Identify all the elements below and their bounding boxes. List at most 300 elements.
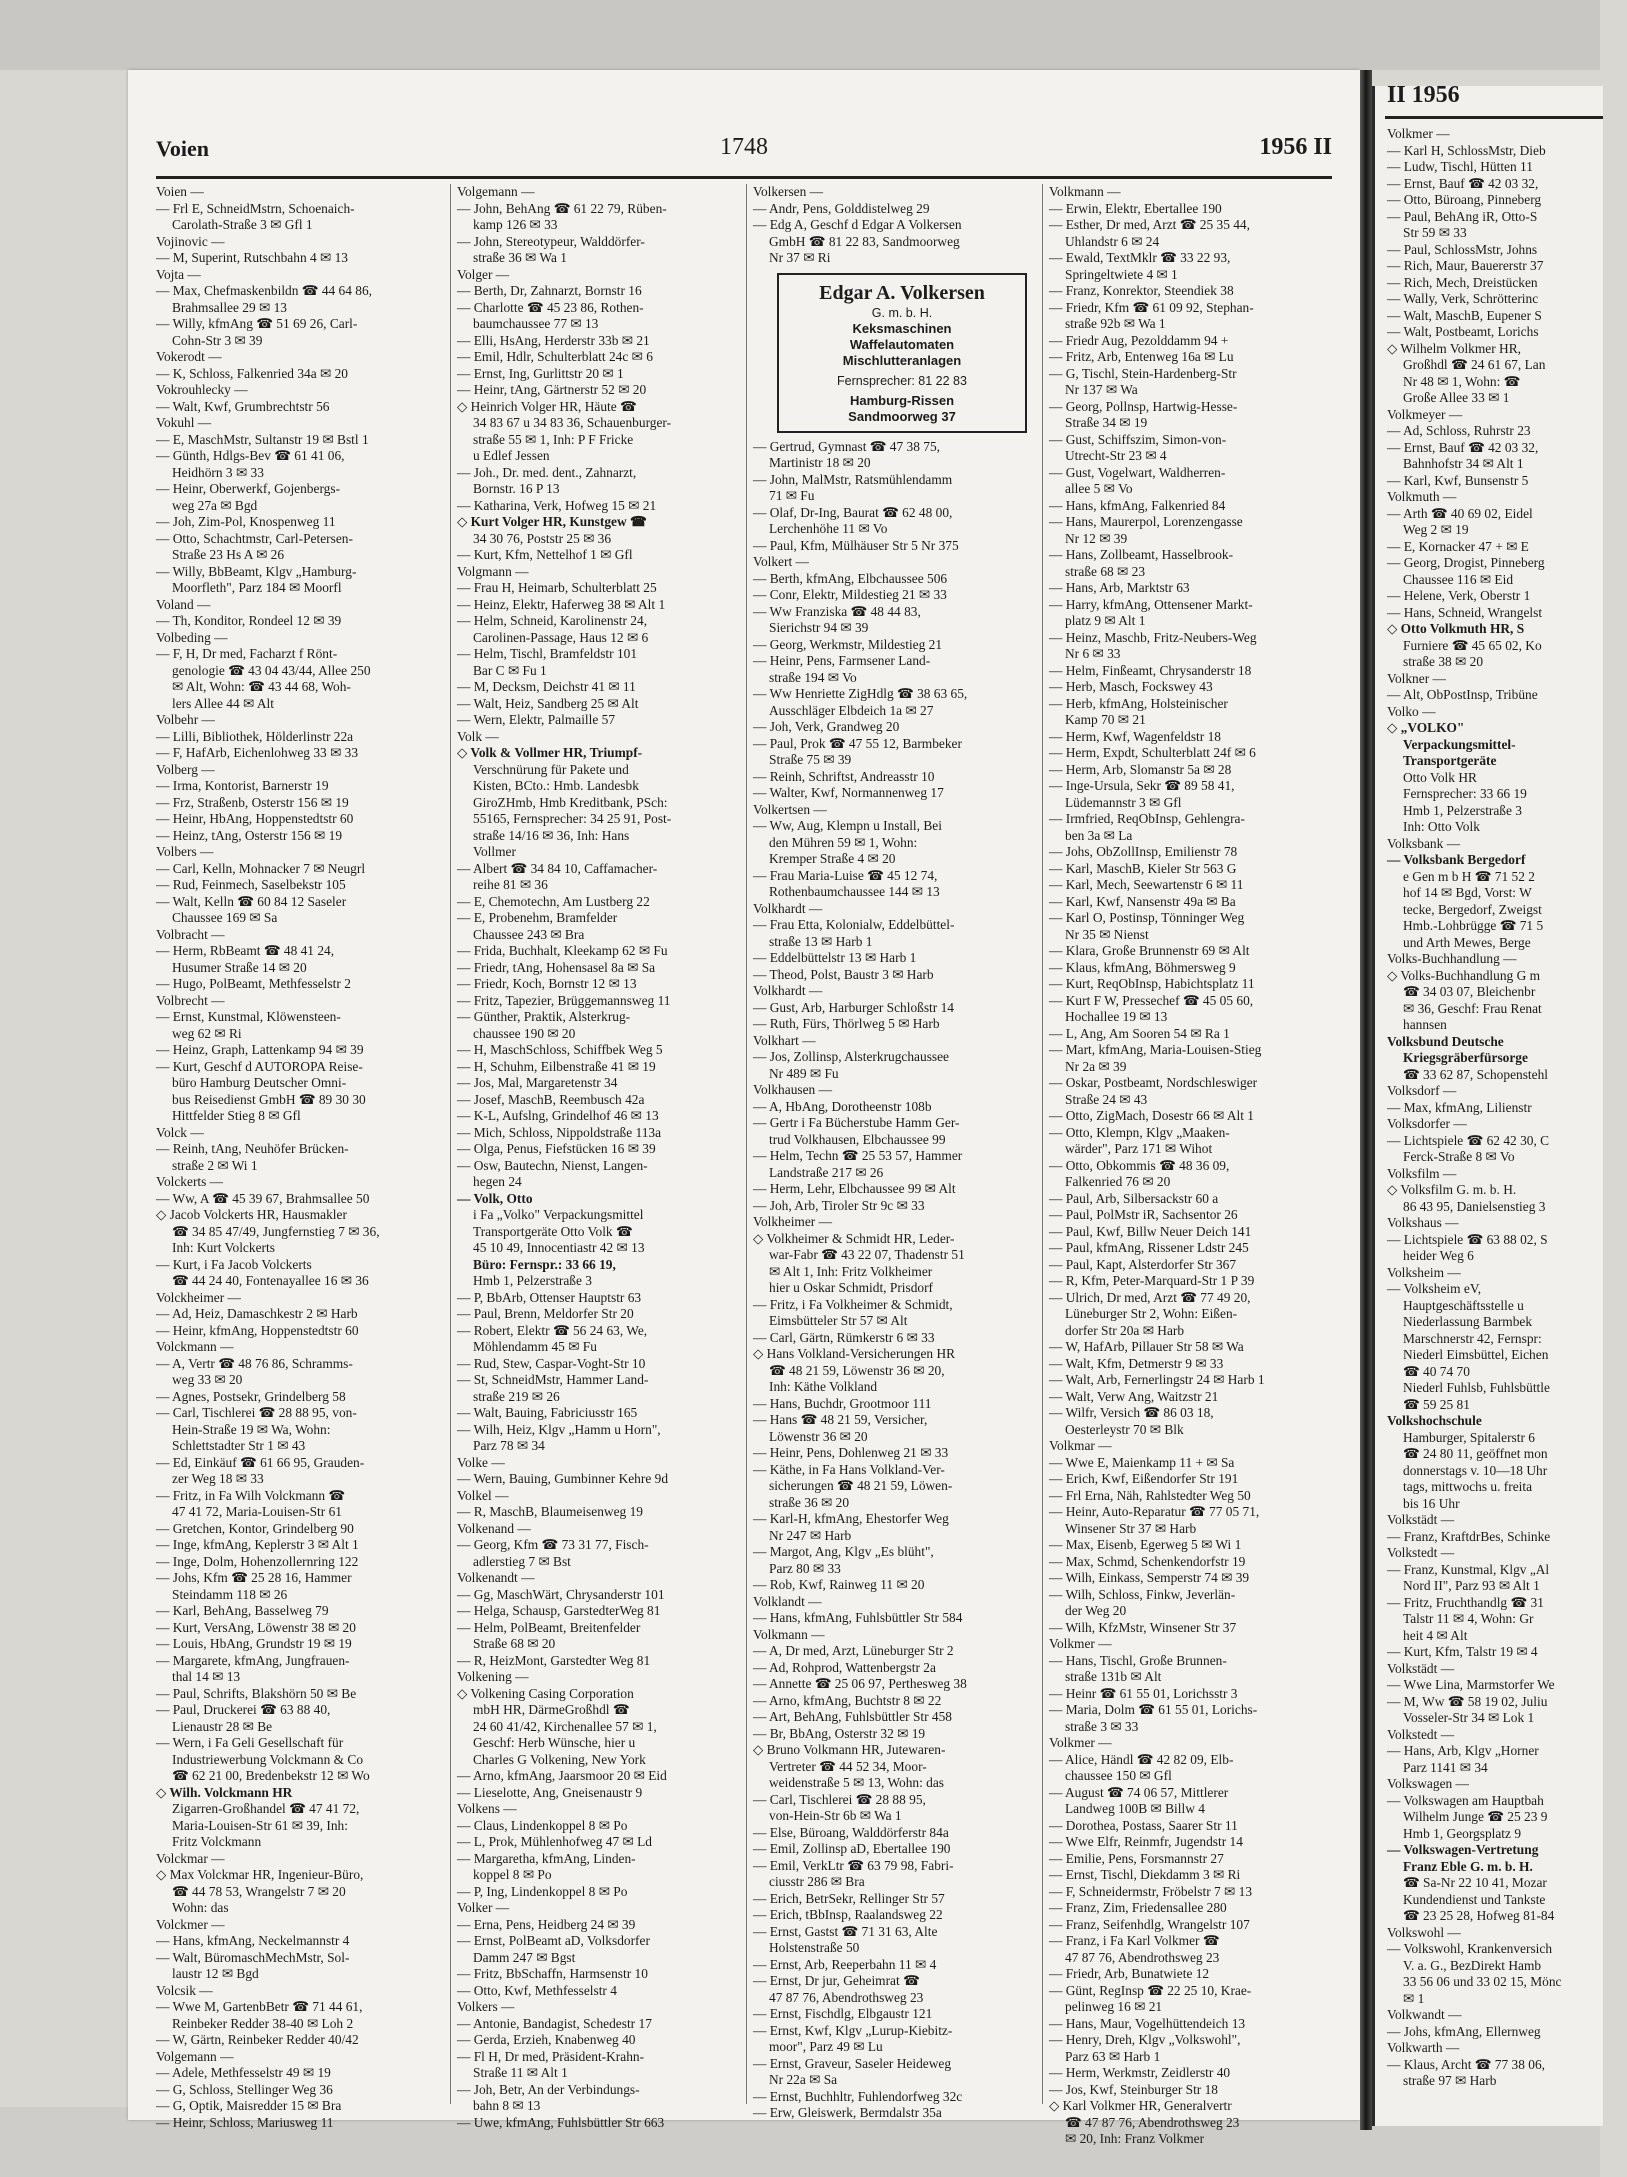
entry-continuation-line: kamp 126 ✉ 33 xyxy=(473,217,558,232)
directory-entry: — Antonie, Bandagist, Schedestr 17 xyxy=(457,2015,652,2031)
directory-entry: — Hans, Maurerpol, Lorenzengasse xyxy=(1049,514,1243,529)
directory-entry: — Fritz, Arb, Entenweg 16a ✉ Lu xyxy=(1049,349,1234,364)
directory-entry: — Olaf, Dr-Ing, Baurat ☎ 62 48 00, xyxy=(753,504,953,520)
directory-entry: ◇ Volkheimer & Schmidt HR, Leder- xyxy=(753,1230,955,1246)
entry-continuation-line: ☎ 33 62 87, Schopenstehl xyxy=(1403,1066,1548,1082)
directory-entry: Volkshochschule xyxy=(1387,1413,1482,1428)
directory-entry: — Irmfried, ReqObInsp, Gehlengra- xyxy=(1049,811,1245,826)
entry-continuation-line: chaussee 190 ✉ 20 xyxy=(473,1025,576,1041)
directory-entry: — Hans, Arb, Marktstr 63 xyxy=(1049,580,1190,595)
directory-entry: — Walter, Kwf, Normannenweg 17 xyxy=(753,785,944,800)
directory-entry: — W, HafArb, Pillauer Str 58 ✉ Wa xyxy=(1049,1339,1244,1354)
entry-continuation-line: Franz Eble G. m. b. H. xyxy=(1403,1858,1533,1874)
directory-entry: Volkel — xyxy=(457,1487,509,1503)
directory-entry: — Otto, Kwf, Methfesselstr 4 xyxy=(457,1982,617,1998)
directory-entry: — Carl, Tischlerei ☎ 28 88 95, von- xyxy=(156,1405,357,1420)
directory-entry: — Joh., Dr. med. dent., Zahnarzt, xyxy=(457,464,637,480)
entry-continuation-line: Bahnhofstr 34 ✉ Alt 1 xyxy=(1403,456,1524,471)
directory-entry: — Ernst, Gastst ☎ 71 31 63, Alte xyxy=(753,1923,938,1939)
directory-entry: — Art, BehAng, Fuhlsbüttler Str 458 xyxy=(753,1709,953,1724)
entry-continuation-line: Straße 75 ✉ 39 xyxy=(769,752,852,767)
ad-street: Sandmoorweg 37 xyxy=(848,408,956,424)
entry-continuation-line: wärder", Parz 171 ✉ Wihot xyxy=(1065,1141,1213,1156)
directory-entry: — Adele, Methfesselstr 49 ✉ 19 xyxy=(156,2065,331,2080)
directory-entry: — Wally, Verk, Schrötterinc xyxy=(1387,291,1539,306)
directory-entry: — Helene, Verk, Oberstr 1 xyxy=(1387,588,1531,603)
directory-entry: — Friedr, Arb, Bunatwiete 12 xyxy=(1049,1966,1210,1981)
entry-continuation-line: Großhdl ☎ 24 61 67, Lan xyxy=(1403,357,1546,372)
entry-continuation-line: Eimsbütteler Str 57 ✉ Alt xyxy=(769,1313,908,1328)
directory-entry: — Theod, Polst, Baustr 3 ✉ Harb xyxy=(753,966,934,982)
entry-continuation-line: ✉ Alt, Wohn: ☎ 43 44 68, Woh- xyxy=(172,679,351,694)
directory-entry: — Margarete, kfmAng, Jungfrauen- xyxy=(156,1652,350,1668)
entry-continuation-line: ☎ Sa-Nr 22 10 41, Mozar xyxy=(1403,1875,1547,1890)
entry-continuation-line: Kamp 70 ✉ 21 xyxy=(1065,712,1146,727)
directory-entry: — Walt, Kfm, Detmerstr 9 ✉ 33 xyxy=(1049,1355,1224,1371)
directory-entry: — Frl E, SchneidMstrn, Schoenaich- xyxy=(156,200,355,216)
directory-entry: ◇ Heinrich Volger HR, Häute ☎ xyxy=(457,398,637,414)
entry-continuation-line: Kundendienst und Tankste xyxy=(1403,1891,1546,1907)
directory-entry: Volkmer — xyxy=(1049,1636,1112,1651)
entry-continuation-line: Hauptgeschäftsstelle u xyxy=(1403,1297,1524,1313)
directory-entry: Volksdorfer — xyxy=(1387,1116,1467,1131)
right-header-rule xyxy=(1385,116,1603,119)
entry-continuation-line: Geschf: Herb Wünsche, hier u xyxy=(473,1735,636,1750)
directory-entry: — Franz, i Fa Karl Volkmer ☎ xyxy=(1049,1933,1220,1948)
directory-entry: — Willy, BbBeamt, Klgv „Hamburg- xyxy=(156,563,357,579)
directory-entry: — Erna, Pens, Heidberg 24 ✉ 39 xyxy=(457,1916,636,1932)
entry-continuation-line: ☎ 44 78 53, Wrangelstr 7 ✉ 20 xyxy=(172,1883,346,1899)
directory-entry: — L, Ang, Am Sooren 54 ✉ Ra 1 xyxy=(1049,1025,1230,1041)
directory-entry: — Otto, Büroang, Pinneberg xyxy=(1387,192,1542,207)
entry-continuation-line: Lienaustr 28 ✉ Be xyxy=(172,1718,273,1734)
directory-entry: — Klara, Große Brunnenstr 69 ✉ Alt xyxy=(1049,943,1250,958)
directory-entry: — Günther, Praktik, Alsterkrug- xyxy=(457,1009,631,1024)
directory-entry: — Kurt, Kfm, Talstr 19 ✉ 4 xyxy=(1387,1644,1538,1659)
entry-continuation-line: Löwenstr 36 ✉ 20 xyxy=(769,1428,868,1444)
directory-entry: — K, Schloss, Falkenried 34a ✉ 20 xyxy=(156,365,348,381)
entry-continuation-line: von-Hein-Str 6b ✉ Wa 1 xyxy=(769,1808,902,1823)
entry-continuation-line: straße 97 ✉ Harb xyxy=(1403,2073,1497,2088)
running-head-first-entry: Voien xyxy=(156,136,209,161)
entry-continuation-line: Martinistr 18 ✉ 20 xyxy=(769,455,871,470)
entry-continuation-line: hof 14 ✉ Bgd, Vorst: W xyxy=(1403,885,1532,900)
directory-entry: — Helm, Finßeamt, Chrysanderstr 18 xyxy=(1049,662,1252,678)
entry-continuation-line: Reinbeker Redder 38-40 ✉ Loh 2 xyxy=(172,2015,354,2031)
entry-continuation-line: und Arth Mewes, Berge xyxy=(1403,934,1531,950)
directory-entry: — Herm, Kwf, Wagenfeldstr 18 xyxy=(1049,728,1221,744)
entry-continuation-line: platz 9 ✉ Alt 1 xyxy=(1065,613,1146,628)
directory-entry: — Reinh, tAng, Neuhöfer Brücken- xyxy=(156,1141,349,1156)
directory-entry: — Mich, Schloss, Nippoldstraße 113a xyxy=(457,1124,662,1140)
entry-continuation-line: Chaussee 116 ✉ Eid xyxy=(1403,571,1514,587)
directory-entry: — Johs, kfmAng, Ellernweg xyxy=(1387,2023,1541,2039)
entry-continuation-line: Winsener Str 37 ✉ Harb xyxy=(1065,1520,1197,1536)
entry-continuation-line: Transportgeräte Otto Volk ☎ xyxy=(473,1223,633,1239)
directory-entry: — Joh, Verk, Grandweg 20 xyxy=(753,719,900,734)
entry-continuation-line: GiroZHmb, Hmb Kreditbank, PSch: xyxy=(473,794,668,810)
directory-entry: — Annette ☎ 25 06 97, Perthesweg 38 xyxy=(753,1676,967,1691)
entry-continuation-line: Hmb 1, Pelzerstraße 3 xyxy=(1403,802,1522,818)
entry-continuation-line: Inh: Käthe Volkland xyxy=(769,1379,878,1394)
entry-continuation-line: 45 10 49, Innocentiastr 42 ✉ 13 xyxy=(473,1240,645,1255)
directory-entry: — Arno, kfmAng, Buchtstr 8 ✉ 22 xyxy=(753,1692,942,1708)
directory-entry: Volkens — xyxy=(457,1801,517,1816)
entry-continuation-line: hegen 24 xyxy=(473,1174,522,1189)
entry-continuation-line: Marschnerstr 42, Fernspr: xyxy=(1403,1330,1542,1346)
directory-entry: Volkshaus — xyxy=(1387,1215,1459,1230)
directory-entry: — M, Decksm, Deichstr 41 ✉ 11 xyxy=(457,679,636,694)
directory-entry: — Helm, PolBeamt, Breitenfelder xyxy=(457,1619,641,1635)
entry-continuation-line: war-Fabr ☎ 43 22 07, Thadenstr 51 xyxy=(769,1247,965,1262)
directory-entry: — Gust, Vogelwart, Waldherren- xyxy=(1049,464,1226,480)
entry-continuation-line: reihe 81 ✉ 36 xyxy=(473,877,548,892)
directory-entry: Volksbank — xyxy=(1387,835,1461,851)
book-spine xyxy=(1360,70,1372,2130)
entry-continuation-line: 47 41 72, Maria-Louisen-Str 61 xyxy=(172,1504,342,1519)
entry-continuation-line: Straße 24 ✉ 43 xyxy=(1065,1091,1148,1107)
directory-entry: — Inge, kfmAng, Keplerstr 3 ✉ Alt 1 xyxy=(156,1537,359,1552)
right-page-header: II 1956 xyxy=(1387,82,1460,108)
entry-continuation-line: laustr 12 ✉ Bgd xyxy=(172,1966,259,1981)
directory-entry: — Louis, HbAng, Grundstr 19 ✉ 19 xyxy=(156,1636,352,1651)
directory-entry: — R, Kfm, Peter-Marquard-Str 1 P 39 xyxy=(1049,1273,1255,1288)
directory-entry: — Frida, Buchhalt, Kleekamp 62 ✉ Fu xyxy=(457,943,668,958)
entry-continuation-line: Zigarren-Großhandel ☎ 47 41 72, xyxy=(172,1801,360,1816)
directory-entry: — Margaretha, kfmAng, Linden- xyxy=(457,1850,636,1866)
directory-entry: — Lilli, Bibliothek, Hölderlinstr 22a xyxy=(156,728,354,744)
directory-entry: Volko — xyxy=(1387,703,1436,719)
directory-entry: — Otto, Schachtmstr, Carl-Petersen- xyxy=(156,530,353,546)
directory-entry: — Ruth, Fürs, Thörlweg 5 ✉ Harb xyxy=(753,1016,940,1031)
directory-entry: Volke — xyxy=(457,1454,505,1470)
directory-entry: Volbracht — xyxy=(156,926,225,942)
entry-continuation-line: der Weg 20 xyxy=(1065,1603,1127,1618)
entry-continuation-line: Nr 48 ✉ 1, Wohn: ☎ xyxy=(1403,373,1521,389)
directory-entry: Volksbund Deutsche xyxy=(1387,1033,1504,1049)
directory-entry: — Ernst, Ing, Gurlittstr 20 ✉ 1 xyxy=(457,365,624,381)
directory-entry: — Hans, Tischl, Große Brunnen- xyxy=(1049,1652,1227,1668)
entry-continuation-line: Husumer Straße 14 ✉ 20 xyxy=(172,959,307,975)
directory-entry: — Uwe, kfmAng, Fuhlsbüttler Str 663 xyxy=(457,2114,665,2130)
entry-continuation-line: Inh: Otto Volk xyxy=(1403,819,1480,834)
directory-entry: ◇ Max Volckmar HR, Ingenieur-Büro, xyxy=(156,1867,364,1882)
directory-entry: — Helga, Schausp, GarstedterWeg 81 xyxy=(457,1603,661,1618)
entry-continuation-line: Straße 23 Hs A ✉ 26 xyxy=(172,547,285,562)
directory-entry: — Hans, kfmAng, Neckelmannstr 4 xyxy=(156,1933,350,1948)
directory-entry: — Volksbank Bergedorf xyxy=(1387,852,1526,867)
directory-entry: — Kurt, VersAng, Löwenstr 38 ✉ 20 xyxy=(156,1619,356,1635)
directory-entry: Volcsik — xyxy=(156,1982,213,1998)
directory-entry: — Gg, MaschWärt, Chrysanderstr 101 xyxy=(457,1586,665,1602)
directory-entry: — Karl H, SchlossMstr, Dieb xyxy=(1387,142,1546,158)
directory-entry: — Ww Franziska ☎ 48 44 83, xyxy=(753,603,921,619)
directory-entry: — Hugo, PolBeamt, Methfesselstr 2 xyxy=(156,976,351,991)
directory-entry: — Carl, Gärtn, Rümkerstr 6 ✉ 33 xyxy=(753,1329,935,1345)
directory-entry: — Georg, Drogist, Pinneberg xyxy=(1387,555,1545,570)
entry-continuation-line: lers Allee 44 ✉ Alt xyxy=(172,695,274,711)
directory-entry: — Carl, Tischlerei ☎ 28 88 95, xyxy=(753,1791,926,1807)
directory-entry: — Wwe Elfr, Reinmfr, Jugendstr 14 xyxy=(1049,1834,1243,1849)
entry-continuation-line: weidenstraße 5 ✉ 13, Wohn: das xyxy=(769,1775,945,1790)
entry-continuation-line: trud Volkhausen, Elbchaussee 99 xyxy=(769,1131,946,1147)
directory-entry: — Joh, Betr, An der Verbindungs- xyxy=(457,2081,640,2097)
directory-entry: — Walt, Kwf, Grumbrechtstr 56 xyxy=(156,398,330,414)
entry-continuation-line: Nord II", Parz 93 ✉ Alt 1 xyxy=(1403,1578,1540,1593)
directory-entry: ◇ Jacob Volckerts HR, Hausmakler xyxy=(156,1207,347,1222)
column-2 xyxy=(450,184,739,2130)
entry-continuation-line: straße 36 ✉ 20 xyxy=(769,1494,850,1510)
directory-entry: Vokrouhlecky — xyxy=(156,382,248,397)
entry-continuation-line: hier u Oskar Schmidt, Prisdorf xyxy=(769,1280,934,1295)
directory-entry: — Reinh, Schriftst, Andreasstr 10 xyxy=(753,768,935,784)
directory-entry: Vokuhl — xyxy=(156,415,212,430)
entry-continuation-line: 24 60 41/42, Kirchenallee 57 ✉ 1, xyxy=(473,1718,657,1734)
directory-entry: — Ed, Einkäuf ☎ 61 66 95, Grauden- xyxy=(156,1454,365,1470)
entry-continuation-line: hannsen xyxy=(1403,1017,1447,1032)
entry-continuation-line: pelinweg 16 ✉ 21 xyxy=(1065,1999,1163,2014)
directory-entry: — Henry, Dreh, Klgv „Volkswohl", xyxy=(1049,2032,1241,2047)
directory-entry: — G, Optik, Maisredder 15 ✉ Bra xyxy=(156,2098,342,2113)
entry-continuation-line: Straße 34 ✉ 19 xyxy=(1065,415,1148,430)
entry-continuation-line: Rothenbaumchaussee 144 ✉ 13 xyxy=(769,884,940,899)
directory-entry: Volkstedt — xyxy=(1387,1726,1455,1742)
directory-entry: — Hans, Buchdr, Grootmoor 111 xyxy=(753,1395,932,1411)
directory-entry: — Paul, kfmAng, Rissener Ldstr 245 xyxy=(1049,1240,1249,1255)
directory-entry: Volgmann — xyxy=(457,563,529,579)
entry-continuation-line: 55165, Fernsprecher: 34 25 91, Post- xyxy=(473,811,672,826)
directory-entry: — Albert ☎ 34 84 10, Caffamacher- xyxy=(457,860,658,876)
entry-continuation-line: straße 92b ✉ Wa 1 xyxy=(1065,316,1166,331)
entry-continuation-line: koppel 8 ✉ Po xyxy=(473,1867,552,1882)
directory-entry: — Alice, Händl ☎ 42 82 09, Elb- xyxy=(1049,1751,1234,1767)
directory-entry: — Ad, Schloss, Ruhrstr 23 xyxy=(1387,423,1531,438)
directory-entry: — Gust, Schiffszim, Simon-von- xyxy=(1049,431,1227,447)
entry-continuation-line: ☎ 34 85 47/49, Jungfernstieg 7 ✉ 36, xyxy=(172,1223,380,1239)
entry-continuation-line: Parz 63 ✉ Harb 1 xyxy=(1065,2048,1161,2064)
entry-continuation-line: Nr 247 ✉ Harb xyxy=(769,1527,852,1543)
directory-entry: — Ernst, Fischdlg, Elbgaustr 121 xyxy=(753,2006,933,2021)
directory-entry: — Hans, Schneid, Wrangelst xyxy=(1387,604,1543,620)
directory-entry: — Kurt, Geschf d AUTOROPA Reise- xyxy=(156,1058,363,1074)
directory-entry: — John, MalMstr, Ratsmühlendamm xyxy=(753,471,953,487)
column-1 xyxy=(156,184,438,2130)
entry-continuation-line: allee 5 ✉ Vo xyxy=(1065,481,1133,496)
directory-entry: — Rich, Mech, Dreistücken xyxy=(1387,274,1538,290)
entry-continuation-line: Landweg 100B ✉ Billw 4 xyxy=(1065,1801,1205,1816)
entry-continuation-line: Kisten, BCto.: Hmb. Landesbk xyxy=(473,778,639,793)
entry-continuation-line: Niederlassung Barmbek xyxy=(1403,1314,1533,1329)
directory-entry: — Br, BbAng, Osterstr 32 ✉ 19 xyxy=(753,1725,926,1741)
entry-continuation-line: mbH HR, DärmeGroßhdl ☎ xyxy=(473,1702,630,1717)
directory-entry: — Volkswagen-Vertretung xyxy=(1387,1842,1539,1857)
entry-continuation-line: ☎ 47 87 76, Abendrothsweg 23 xyxy=(1065,2114,1240,2130)
directory-entry: Volks-Buchhandlung — xyxy=(1387,951,1517,966)
entry-continuation-line: Hochallee 19 ✉ 13 xyxy=(1065,1009,1168,1024)
directory-entry: Vojta — xyxy=(156,266,201,282)
entry-continuation-line: Wilhelm Junge ☎ 25 23 9 xyxy=(1403,1809,1548,1824)
directory-entry: — Conr, Elektr, Mildestieg 21 ✉ 33 xyxy=(753,587,947,602)
directory-entry: — Heinr ☎ 61 55 01, Lorichsstr 3 xyxy=(1049,1685,1238,1701)
entry-continuation-line: Hmb 1, Pelzerstraße 3 xyxy=(473,1273,592,1288)
directory-entry: Volkwarth — xyxy=(1387,2040,1460,2055)
directory-entry: ◇ Wilh. Volckmann HR xyxy=(156,1784,293,1800)
entry-continuation-line: büro Hamburg Deutscher Omni- xyxy=(172,1075,347,1090)
directory-entry: — Katharina, Verk, Hofweg 15 ✉ 21 xyxy=(457,497,657,513)
directory-entry: — E, Chemotechn, Am Lustberg 22 xyxy=(457,893,650,909)
directory-entry: ◇ Volk & Vollmer HR, Triumpf- xyxy=(457,745,643,760)
directory-entry: Volker — xyxy=(457,1900,510,1915)
directory-entry: — R, HeizMont, Garstedter Weg 81 xyxy=(457,1652,651,1668)
entry-continuation-line: Große Allee 33 ✉ 1 xyxy=(1403,390,1510,405)
directory-entry: — Wern, Bauing, Gumbinner Kehre 9d xyxy=(457,1471,669,1486)
directory-entry: — Johs, Kfm ☎ 25 28 16, Hammer xyxy=(156,1570,352,1585)
directory-entry: — Emil, Zollinsp aD, Ebertallee 190 xyxy=(753,1841,951,1856)
entry-continuation-line: adlerstieg 7 ✉ Bst xyxy=(473,1553,571,1569)
directory-entry: — Willy, kfmAng ☎ 51 69 26, Carl- xyxy=(156,316,358,331)
directory-entry: — Paul, Brenn, Meldorfer Str 20 xyxy=(457,1306,634,1321)
entry-continuation-line: Industriewerbung Volckmann & Co xyxy=(172,1751,364,1767)
directory-entry: — Günt, RegInsp ☎ 22 25 10, Krae- xyxy=(1049,1982,1252,1998)
directory-entry: Volkmer — xyxy=(1049,1735,1112,1750)
directory-entry: — Otto, ZigMach, Dosestr 66 ✉ Alt 1 xyxy=(1049,1108,1254,1123)
directory-entry: — G, Tischl, Stein-Hardenberg-Str xyxy=(1049,365,1237,381)
directory-entry: Volkstädt — xyxy=(1387,1512,1455,1527)
entry-continuation-line: zer Weg 18 ✉ 33 xyxy=(172,1471,264,1486)
entry-continuation-line: straße 14/16 ✉ 36, Inh: Hans xyxy=(473,827,630,843)
directory-entry: — Gertrud, Gymnast ☎ 47 38 75, xyxy=(753,438,941,454)
directory-entry: Volkhart — xyxy=(753,1032,816,1048)
directory-entry: — Hans, kfmAng, Falkenried 84 xyxy=(1049,497,1226,513)
entry-continuation-line: chaussee 150 ✉ Gfl xyxy=(1065,1768,1172,1783)
ad-product-2: Waffelautomaten xyxy=(849,336,955,352)
directory-entry: — Max, Schmd, Schenkendorfstr 19 xyxy=(1049,1553,1246,1569)
directory-entry: — Franz, Seifenhdlg, Wrangelstr 107 xyxy=(1049,1916,1250,1932)
directory-entry: — H, Schuhm, Eilbenstraße 41 ✉ 19 xyxy=(457,1058,656,1074)
directory-entry: — G, Schloss, Stellinger Weg 36 xyxy=(156,2081,333,2097)
directory-entry: — Ww Henriette ZigHdlg ☎ 38 63 65, xyxy=(753,686,968,701)
directory-entry: — E, Probenehm, Bramfelder xyxy=(457,910,618,925)
entry-continuation-line: Wohn: das xyxy=(172,1900,229,1915)
entry-continuation-line: Kremper Straße 4 ✉ 20 xyxy=(769,851,896,866)
directory-entry: — Mart, kfmAng, Maria-Louisen-Stieg xyxy=(1049,1042,1262,1057)
directory-entry: — Walt, Verw Ang, Waitzstr 21 xyxy=(1049,1388,1219,1404)
entry-continuation-line: Ausschläger Elbdeich 1a ✉ 27 xyxy=(769,702,934,718)
entry-continuation-line: Damm 247 ✉ Bgst xyxy=(473,1949,576,1965)
entry-continuation-line: e Gen m b H ☎ 71 52 2 xyxy=(1403,868,1535,884)
ad-phone: Fernsprecher: 81 22 83 xyxy=(837,373,967,388)
entry-continuation-line: Straße 68 ✉ 20 xyxy=(473,1636,556,1651)
directory-entry: — Arth ☎ 40 69 02, Eidel xyxy=(1387,505,1533,521)
directory-entry: — Volkswagen am Hauptbah xyxy=(1387,1792,1544,1808)
directory-entry: — Wilfr, Versich ☎ 86 03 18, xyxy=(1049,1405,1214,1420)
entry-continuation-line: weg 33 ✉ 20 xyxy=(172,1372,243,1387)
directory-entry: — Ww, Aug, Klempn u Install, Bei xyxy=(753,818,942,833)
directory-entry: — Walt, Kelln ☎ 60 84 12 Saseler xyxy=(156,893,347,909)
directory-entry: Volkstädt — xyxy=(1387,1660,1455,1676)
directory-entry: — Ad, Rohprod, Wattenbergstr 2a xyxy=(753,1659,936,1675)
directory-entry: — Karl, Kwf, Bunsenstr 5 xyxy=(1387,472,1529,488)
directory-entry: — Frz, Straßenb, Osterstr 156 ✉ 19 xyxy=(156,794,349,810)
directory-entry: — Hans, Zollbeamt, Hasselbrook- xyxy=(1049,547,1234,562)
directory-entry: — Franz, Konrektor, Steendiek 38 xyxy=(1049,283,1234,298)
entry-continuation-line: Heidhörn 3 ✉ 33 xyxy=(172,464,264,480)
entry-continuation-line: Ferck-Straße 8 ✉ Vo xyxy=(1403,1149,1515,1164)
directory-entry: — P, BbArb, Ottenser Hauptstr 63 xyxy=(457,1289,642,1305)
directory-entry: — Heinz, Maschb, Fritz-Neubers-Weg xyxy=(1049,629,1257,645)
entry-continuation-line: 33 56 06 und 33 02 15, Mönc xyxy=(1403,1974,1562,1989)
directory-entry: — Volkswohl, Krankenversich xyxy=(1387,1941,1553,1956)
directory-entry: — Herm, Arb, Slomanstr 5a ✉ 28 xyxy=(1049,761,1232,777)
directory-entry: — Friedr Aug, Pezolddamm 94 + xyxy=(1049,332,1229,348)
entry-continuation-line: straße 36 ✉ Wa 1 xyxy=(473,250,567,265)
entry-continuation-line: weg 62 ✉ Ri xyxy=(172,1025,242,1041)
directory-entry: — Dorothea, Postass, Saarer Str 11 xyxy=(1049,1817,1238,1833)
directory-entry: — Kurt, Kfm, Nettelhof 1 ✉ Gfl xyxy=(457,547,633,562)
entry-continuation-line: thal 14 ✉ 13 xyxy=(172,1669,241,1684)
entry-continuation-line: Str 59 ✉ 33 xyxy=(1403,225,1467,240)
directory-entry: Volkenandt — xyxy=(457,1570,535,1585)
directory-entry: — Gertr i Fa Bücherstube Hamm Ger- xyxy=(753,1115,960,1130)
directory-entry: Volkhardt — xyxy=(753,900,823,916)
entry-continuation-line: Hamburger, Spitalerstr 6 xyxy=(1403,1429,1535,1445)
directory-entry: — Walt, Heiz, Sandberg 25 ✉ Alt xyxy=(457,695,639,711)
directory-entry: — Fritz, Tapezier, Brüggemannsweg 11 xyxy=(457,992,671,1008)
directory-entry: — Frau Maria-Luise ☎ 45 12 74, xyxy=(753,867,938,883)
directory-entry: — Herm, Lehr, Elbchaussee 99 ✉ Alt xyxy=(753,1181,956,1196)
directory-entry: — Karl, BehAng, Basselweg 79 xyxy=(156,1603,329,1618)
header-rule xyxy=(156,176,1332,179)
entry-continuation-line: baumchaussee 77 ✉ 13 xyxy=(473,316,599,331)
entry-continuation-line: ✉ 36, Geschf: Frau Renat xyxy=(1403,1000,1542,1016)
directory-entry: — Frau H, Heimarb, Schulterblatt 25 xyxy=(457,580,657,595)
scan-background-top xyxy=(0,0,1600,70)
directory-entry: ◇ Wilhelm Volkmer HR, xyxy=(1387,340,1521,356)
directory-entry: — Herb, Masch, Fockswey 43 xyxy=(1049,679,1213,694)
directory-entry: — Max, Eisenb, Egerweg 5 ✉ Wi 1 xyxy=(1049,1537,1242,1552)
directory-entry: — Gretchen, Kontor, Grindelberg 90 xyxy=(156,1520,354,1536)
entry-continuation-line: Otto Volk HR xyxy=(1403,769,1477,785)
entry-continuation-line: Niederl Fuhlsb, Fuhlsbüttle xyxy=(1403,1380,1550,1395)
directory-entry: — Herm, RbBeamt ☎ 48 41 24, xyxy=(156,943,335,958)
entry-continuation-line: Weg 2 ✉ 19 xyxy=(1403,522,1469,537)
entry-continuation-line: 47 87 76, Abendrothsweg 23 xyxy=(769,1989,924,2005)
directory-entry: ◇ Volkening Casing Corporation xyxy=(457,1685,634,1701)
directory-entry: Volger — xyxy=(457,266,510,282)
entry-continuation-line: straße 194 ✉ Vo xyxy=(769,669,857,685)
directory-entry: — John, Stereotypeur, Walddörfer- xyxy=(457,233,645,249)
directory-entry: Volkenand — xyxy=(457,1520,531,1536)
directory-entry: Vokerodt — xyxy=(156,349,222,364)
directory-entry: — W, Gärtn, Reinbeker Redder 40/42 xyxy=(156,2032,359,2047)
directory-entry: — Paul, Kwf, Billw Neuer Deich 141 xyxy=(1049,1223,1252,1239)
directory-entry: — Frl Erna, Näh, Rahlstedter Weg 50 xyxy=(1049,1487,1251,1503)
entry-continuation-line: Lüneburger Str 2, Wohn: Eißen- xyxy=(1065,1306,1238,1321)
directory-page-left xyxy=(128,70,1360,2146)
directory-entry: — Berth, kfmAng, Elbchaussee 506 xyxy=(753,570,948,586)
directory-entry: Volkmar — xyxy=(1049,1438,1112,1453)
directory-entry: ◇ Karl Volkmer HR, Generalvertr xyxy=(1049,2098,1232,2113)
entry-continuation-line: Kriegsgräberfürsorge xyxy=(1403,1050,1528,1065)
directory-entry: — Herm, Werkmstr, Zeidlerstr 40 xyxy=(1049,2065,1231,2080)
directory-entry: — Georg, Werkmstr, Mildestieg 21 xyxy=(753,636,943,652)
ad-product-3: Mischlutteranlagen xyxy=(842,352,962,368)
ad-company-form: G. m. b. H. xyxy=(871,305,933,320)
directory-entry: — A, HbAng, Dorotheenstr 108b xyxy=(753,1098,932,1114)
directory-entry: — Klaus, kfmAng, Böhmersweg 9 xyxy=(1049,959,1236,975)
entry-continuation-line: 47 87 76, Abendrothsweg 23 xyxy=(1065,1949,1220,1965)
entry-continuation-line: genologie ☎ 43 04 43/44, Allee 250 xyxy=(172,662,371,678)
